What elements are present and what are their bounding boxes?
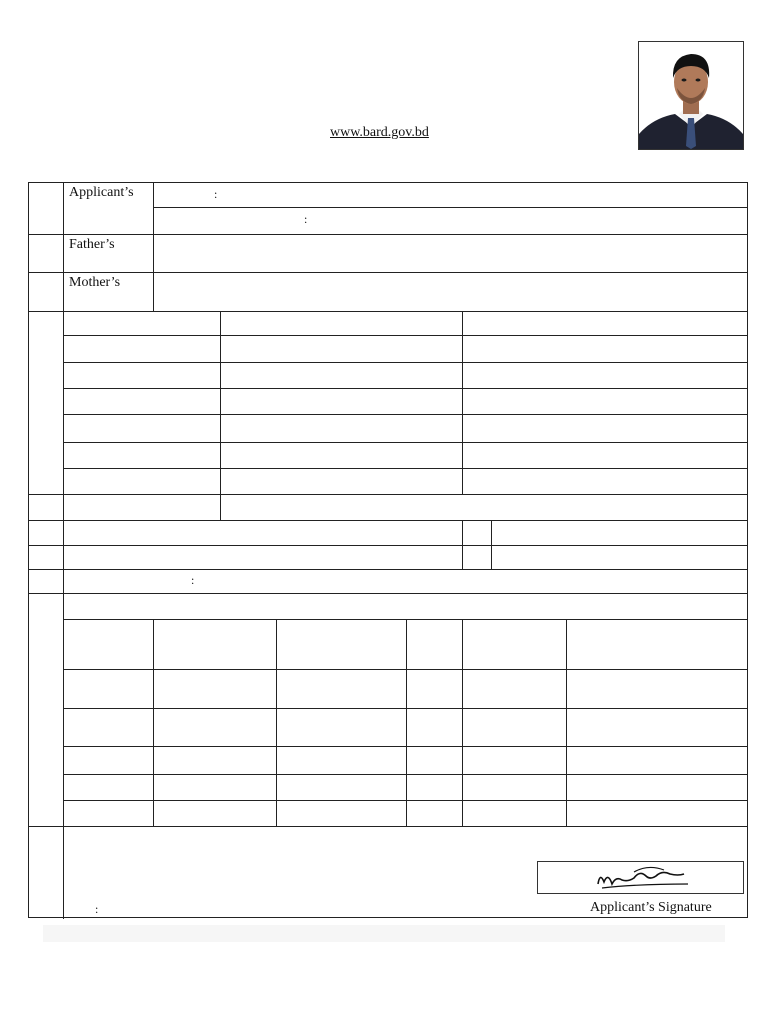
colon: : <box>304 212 308 226</box>
colon: : <box>191 573 195 587</box>
signature-image <box>538 862 743 893</box>
col-divider <box>220 311 221 520</box>
row-divider <box>29 234 748 235</box>
colon: : <box>214 187 218 201</box>
serial-column-line <box>63 183 64 919</box>
row-divider <box>63 414 748 415</box>
mother-label: Mother’s <box>69 275 121 290</box>
col-divider <box>491 520 492 569</box>
col-divider <box>153 183 154 311</box>
row-divider <box>63 442 748 443</box>
footer-strip <box>43 925 725 942</box>
row-divider <box>29 494 748 495</box>
row-divider <box>63 388 748 389</box>
row-divider <box>153 207 748 208</box>
website-link[interactable]: www.bard.gov.bd <box>330 125 429 140</box>
signature-caption: Applicant’s Signature <box>590 900 712 915</box>
row-divider <box>63 468 748 469</box>
applicant-portrait-icon <box>639 42 743 149</box>
row-divider <box>29 593 748 594</box>
row-divider <box>63 362 748 363</box>
col-divider <box>566 619 567 826</box>
col-divider <box>462 619 463 826</box>
applicant-photo <box>638 41 744 150</box>
row-divider <box>63 335 748 336</box>
application-form <box>28 182 748 918</box>
row-divider <box>29 311 748 312</box>
signature-box <box>537 861 744 894</box>
row-divider <box>29 569 748 570</box>
row-divider <box>29 272 748 273</box>
row-divider <box>29 826 748 827</box>
applicant-label: Applicant’s <box>69 185 134 200</box>
col-divider <box>153 619 154 826</box>
father-label: Father’s <box>69 237 115 252</box>
row-divider <box>29 545 748 546</box>
col-divider <box>462 520 463 569</box>
col-divider <box>276 619 277 826</box>
col-divider <box>462 311 463 494</box>
row-divider <box>29 520 748 521</box>
col-divider <box>406 619 407 826</box>
colon: : <box>95 902 99 916</box>
